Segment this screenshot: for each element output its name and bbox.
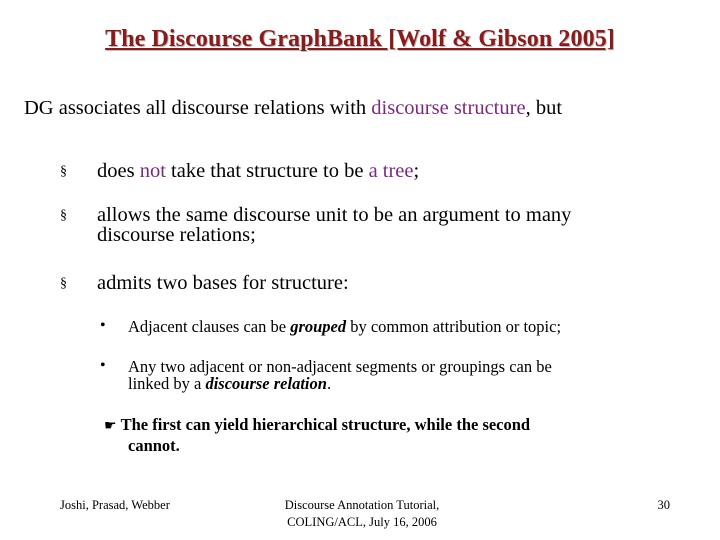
footer-authors: Joshi, Prasad, Webber <box>60 498 170 512</box>
pointing-hand-icon: ☛ <box>104 418 117 434</box>
subbullet-text: linked by a <box>128 374 206 393</box>
subbullet-text: . <box>326 374 332 393</box>
bullet-text: ; <box>413 160 420 182</box>
bullet-marker: § <box>60 164 67 179</box>
intro-sentence <box>24 97 562 120</box>
subbullet-text: Adjacent clauses can be <box>128 317 291 336</box>
subbullet-line <box>128 375 552 392</box>
subbullet-emphasis: discourse relation <box>205 374 327 393</box>
subbullet-marker: • <box>100 357 106 374</box>
bullet-highlight: a tree <box>368 160 414 182</box>
bullet-text: take that structure to be <box>165 160 369 182</box>
footer-event-line: Discourse Annotation Tutorial, <box>284 498 440 512</box>
bullet-text: does <box>97 160 140 182</box>
conclusion-note <box>104 415 530 455</box>
intro-text-after: , but <box>525 97 563 119</box>
subbullet-item-1 <box>128 318 561 335</box>
bullet-item-3: admits two bases for structure: <box>97 272 349 294</box>
bullet-line: discourse relations; <box>97 224 256 246</box>
subbullet-item-2 <box>128 358 552 392</box>
bullet-marker: § <box>60 276 67 291</box>
bullet-line: allows the same discourse unit to be an argument to many <box>97 204 572 226</box>
footer-event-line: COLING/ACL, July 16, 2006 <box>287 515 437 529</box>
bullet-highlight: not <box>139 160 166 182</box>
footer-event <box>272 497 452 531</box>
slide-title: The Discourse GraphBank [Wolf & Gibson 2005] <box>105 26 615 52</box>
bullet-item-2 <box>97 205 571 245</box>
intro-highlight: discourse structure <box>371 97 526 119</box>
note-line: The first can yield hierarchical structure, while the second <box>120 415 531 434</box>
subbullet-marker: • <box>100 317 106 334</box>
bullet-marker: § <box>60 208 67 223</box>
subbullet-line: Any two adjacent or non-adjacent segments or groupings can be <box>128 357 552 376</box>
subbullet-emphasis: grouped <box>290 317 347 336</box>
subbullet-text: by common attribution or topic; <box>346 317 562 336</box>
bullet-item-1 <box>97 161 419 181</box>
intro-text-before: DG associates all discourse relations with <box>24 97 372 119</box>
page-number: 30 <box>657 498 670 512</box>
note-line: cannot. <box>128 436 180 455</box>
